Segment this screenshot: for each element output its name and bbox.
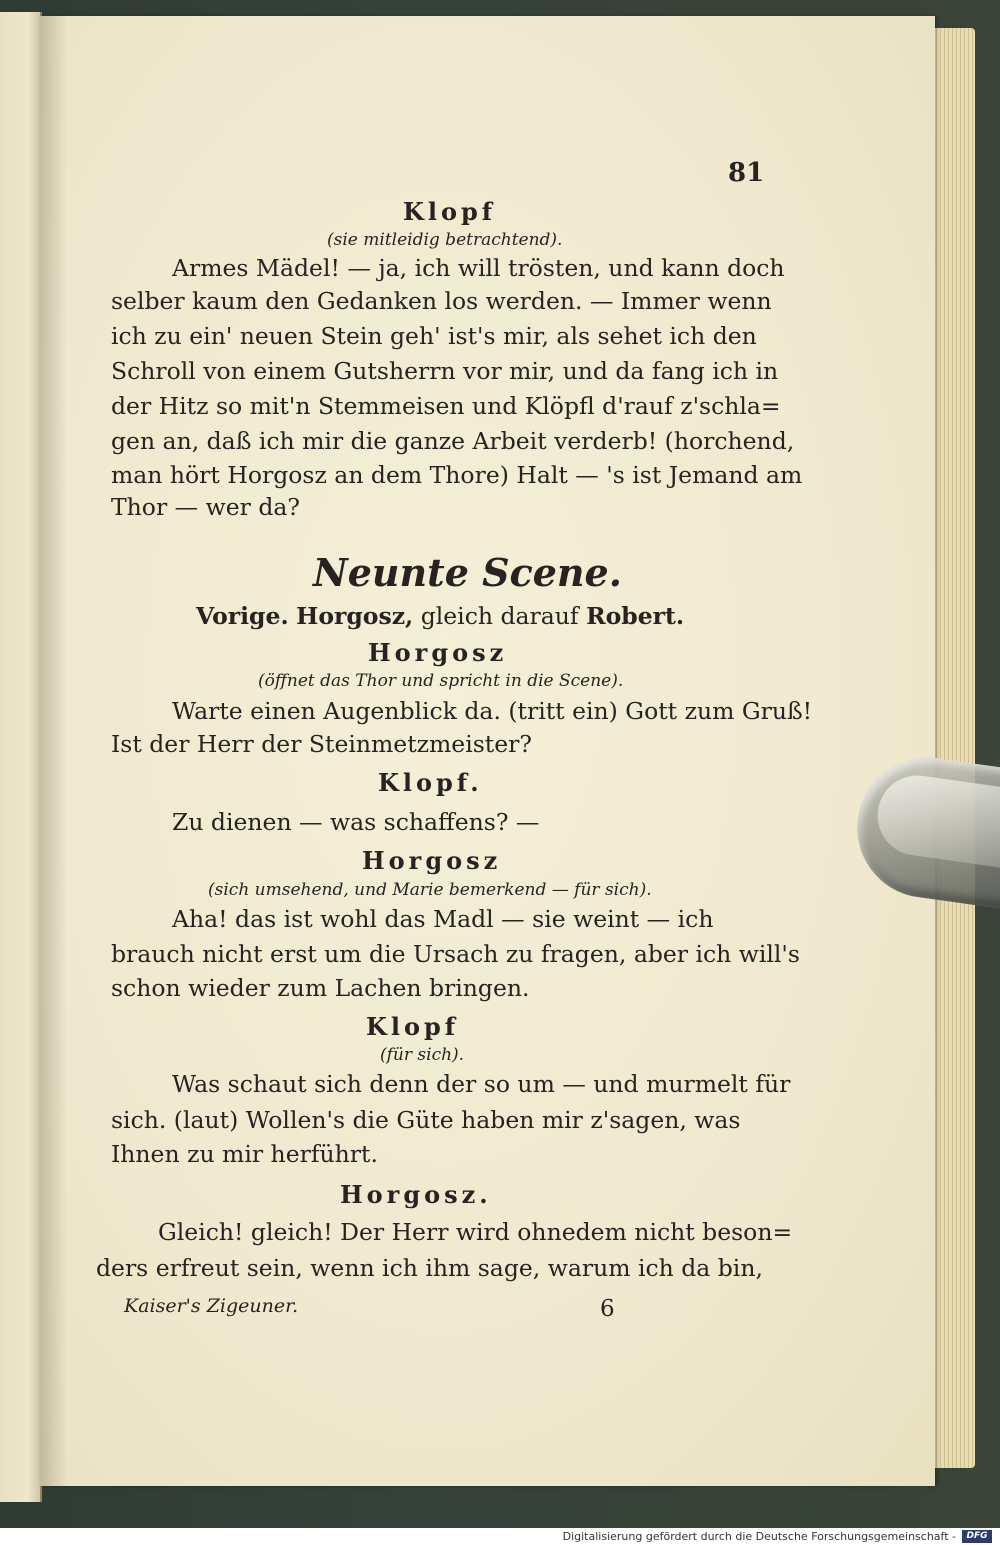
text-line: Schroll von einem Gutsherrn vor mir, und da fang ich in [111, 357, 779, 385]
cast-name-robert: Robert. [586, 602, 685, 630]
digitization-credit: Digitalisierung gefördert durch die Deutsche Forschungsgemeinschaft - [562, 1530, 956, 1543]
text-line: brauch nicht erst um die Ursach zu fragen, aber ich will's [111, 940, 800, 968]
text-line: der Hitz so mit'n Stemmeisen und Klöpfl d'rauf z'schla= [111, 392, 781, 420]
text-line: Ihnen zu mir herführt. [111, 1140, 378, 1168]
text-line: Was schaut sich denn der so um — und murmelt für [172, 1070, 791, 1098]
speaker-heading: Horgosz. [340, 1180, 492, 1209]
signature-mark: 6 [600, 1296, 615, 1322]
facing-page-edge [0, 12, 42, 1502]
speaker-heading: Klopf [403, 197, 497, 226]
page-number: 81 [728, 158, 765, 188]
text-line: sich. (laut) Wollen's die Güte haben mir z'sagen, was [111, 1106, 741, 1134]
cast-previous: Vorige. [196, 602, 289, 630]
stage-direction: (sich umsehend, und Marie bemerkend — für sich). [208, 880, 652, 900]
text-line: Zu dienen — was schaffens? — [172, 808, 540, 836]
text-line: Warte einen Augenblick da. (tritt ein) Gott zum Gruß! [172, 697, 813, 725]
stage-direction: (für sich). [380, 1045, 465, 1065]
speaker-heading: Klopf. [378, 768, 483, 797]
cast-connector: gleich darauf [420, 602, 579, 630]
stage-direction: (sie mitleidig betrachtend). [327, 230, 563, 250]
text-line: man hört Horgosz an dem Thore) Halt — 's ist Jemand am [111, 461, 803, 489]
running-footer: Kaiser's Zigeuner. [124, 1295, 299, 1317]
text-line: Gleich! gleich! Der Herr wird ohnedem nicht beson= [158, 1218, 793, 1246]
speaker-heading: Horgosz [362, 846, 502, 875]
text-line: ders erfreut sein, wenn ich ihm sage, warum ich da bin, [96, 1254, 763, 1282]
text-line: selber kaum den Gedanken los werden. — Immer wenn [111, 287, 772, 315]
cast-name-horgosz: Horgosz, [296, 602, 414, 630]
dfg-logo: DFG [962, 1530, 992, 1543]
text-line: Thor — wer da? [111, 493, 301, 521]
scene-title: Neunte Scene. [313, 550, 622, 595]
text-line: Aha! das ist wohl das Madl — sie weint — ich [172, 905, 714, 933]
cast-list [196, 602, 684, 630]
text-line: Armes Mädel! — ja, ich will trösten, und kann doch [172, 254, 785, 282]
text-line: ich zu ein' neuen Stein geh' ist's mir, als sehet ich den [111, 322, 757, 350]
stage-direction: (öffnet das Thor und spricht in die Scene). [258, 671, 624, 691]
speaker-heading: Klopf [366, 1012, 460, 1041]
text-line: gen an, daß ich mir die ganze Arbeit verderb! (horchend, [111, 427, 795, 455]
text-line: schon wieder zum Lachen bringen. [111, 974, 530, 1002]
speaker-heading: Horgosz [368, 638, 508, 667]
gutter-shadow [40, 16, 68, 1486]
text-line: Ist der Herr der Steinmetzmeister? [111, 730, 532, 758]
